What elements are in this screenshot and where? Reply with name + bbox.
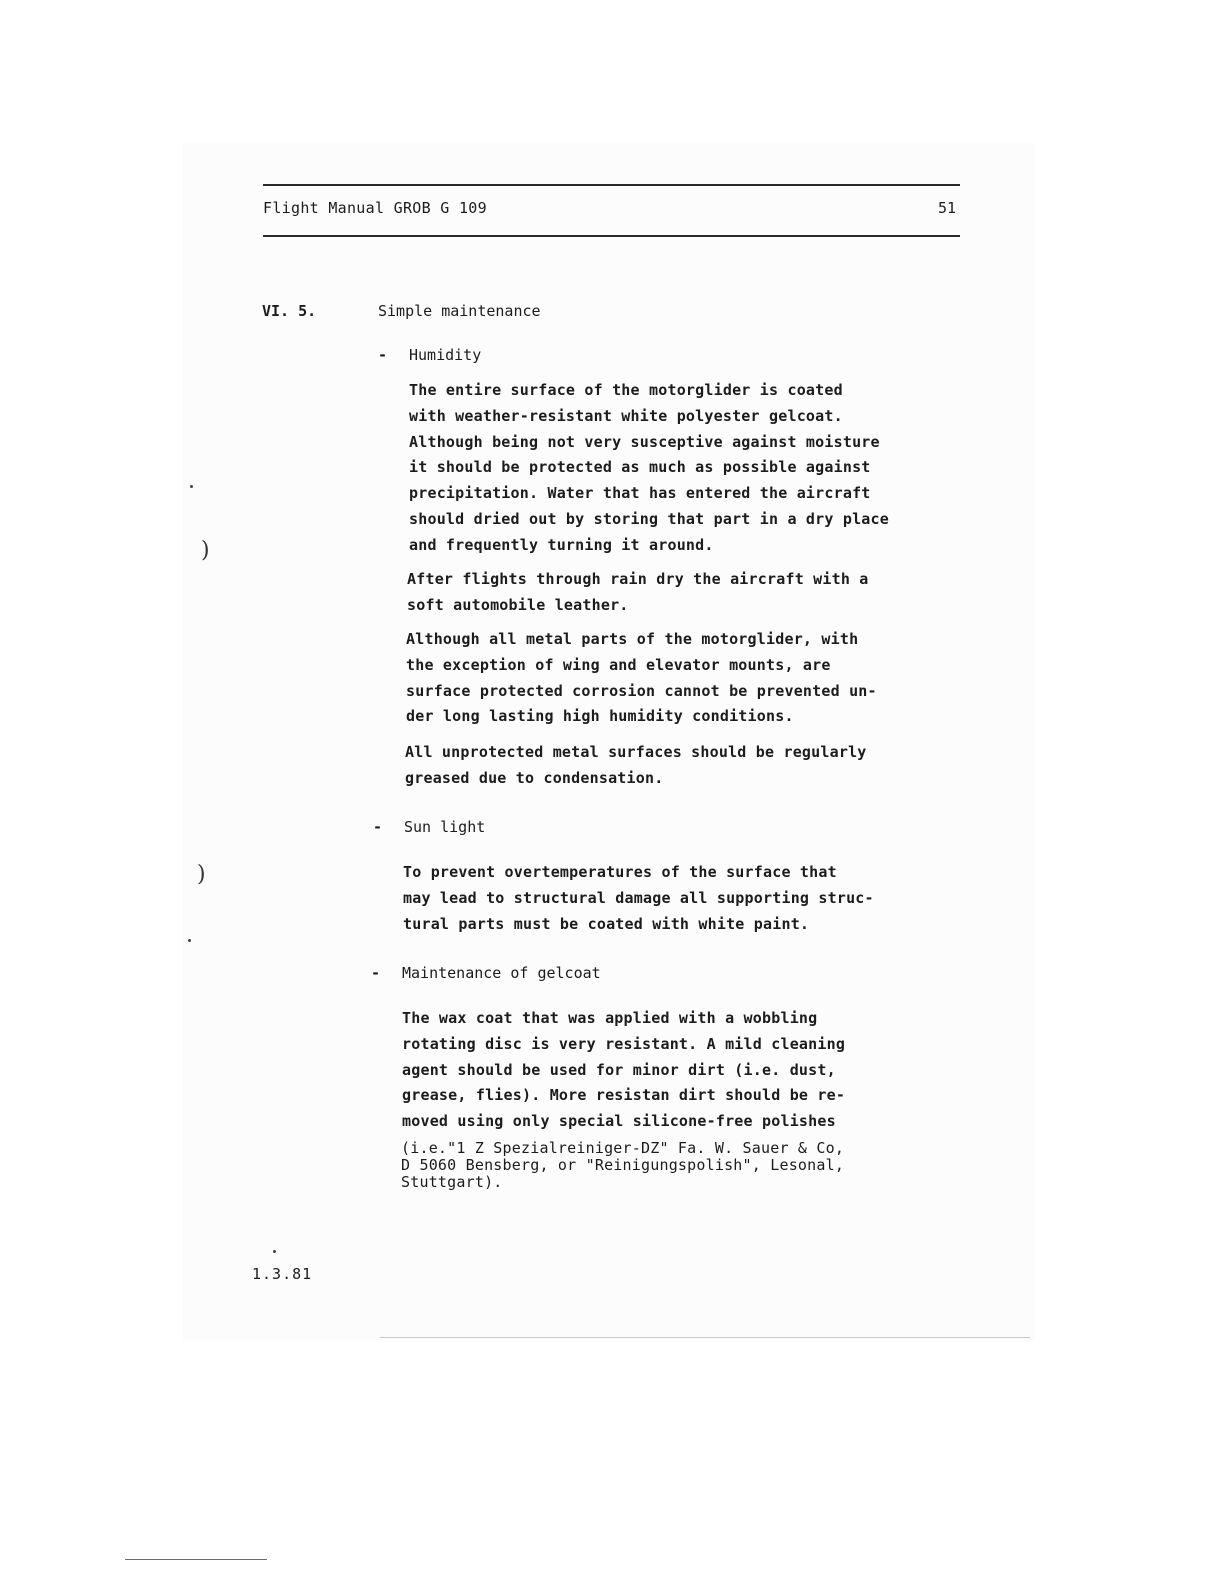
link-underline	[125, 1559, 267, 1560]
revision-date: 1.3.81	[252, 1265, 313, 1283]
scan-speck	[188, 939, 191, 942]
text-line: grease, flies). More resistan dirt should be re-	[402, 1086, 846, 1105]
binder-hole-mark: )	[201, 538, 210, 563]
text-line: the exception of wing and elevator mounts, are	[406, 655, 831, 674]
text-line: Although all metal parts of the motorglider, with	[406, 630, 859, 648]
text-line: tural parts must be coated with white paint.	[403, 914, 810, 933]
text-line: (i.e."1 Z Spezialreiniger-DZ" Fa. W. Sauer & Co,	[401, 1139, 845, 1157]
scan-speck	[190, 485, 193, 488]
text-line: The wax coat that was applied with a wobbling	[402, 1009, 818, 1027]
text-line: with weather-resistant white polyester gelcoat.	[409, 406, 843, 425]
header-title: Flight Manual GROB G 109	[263, 199, 487, 217]
paragraph-gelcoat-1	[402, 1006, 845, 1135]
header-rule-top	[263, 184, 960, 186]
text-line: Although being not very susceptive against moisture	[409, 432, 880, 451]
section-title: Simple maintenance	[378, 302, 541, 320]
text-line: After flights through rain dry the aircraft with a	[407, 570, 869, 588]
paragraph-humidity-4	[405, 740, 867, 792]
subheading-sun-light: Sun light	[404, 818, 486, 836]
text-line: should dried out by storing that part in a dry place	[409, 509, 889, 528]
text-line: rotating disc is very resistant. A mild cleaning	[402, 1034, 846, 1053]
binder-hole-mark: )	[197, 862, 206, 887]
text-line: agent should be used for minor dirt (i.e. dust,	[402, 1060, 836, 1079]
paragraph-gelcoat-2	[401, 1140, 844, 1191]
header-rule-bottom	[263, 235, 960, 237]
text-line: To prevent overtemperatures of the surface that	[403, 863, 837, 881]
section-number: VI. 5.	[262, 302, 317, 320]
paragraph-humidity-3	[406, 627, 877, 730]
bullet-sun-light: -	[373, 818, 383, 836]
paragraph-humidity-1	[409, 378, 889, 559]
text-line: surface protected corrosion cannot be prevented un-	[406, 681, 877, 700]
text-line: precipitation. Water that has entered the aircraft	[409, 484, 871, 503]
text-line: and frequently turning it around.	[409, 535, 714, 554]
text-line: D 5060 Bensberg, or "Reinigungspolish", Lesonal,	[401, 1156, 845, 1174]
text-line: Stuttgart).	[401, 1173, 503, 1191]
bullet-gelcoat: -	[371, 964, 381, 982]
paragraph-sun-light	[403, 860, 874, 937]
text-line: greased due to condensation.	[405, 768, 664, 787]
text-line: All unprotected metal surfaces should be regularly	[405, 743, 867, 761]
text-line: may lead to structural damage all supporting struc-	[403, 888, 874, 907]
subheading-humidity: Humidity	[409, 346, 482, 364]
scan-speck	[273, 1250, 276, 1253]
text-line: soft automobile leather.	[407, 595, 629, 614]
text-line: it should be protected as much as possible against	[409, 458, 871, 477]
scan-edge-line	[380, 1337, 1030, 1338]
subheading-gelcoat: Maintenance of gelcoat	[402, 964, 601, 982]
page-number: 51	[938, 199, 957, 217]
text-line: moved using only special silicone-free polishes	[402, 1112, 836, 1131]
text-line: The entire surface of the motorglider is coated	[409, 381, 843, 399]
text-line: der long lasting high humidity conditions.	[406, 707, 794, 726]
paragraph-humidity-2	[407, 567, 869, 619]
bullet-humidity: -	[378, 346, 388, 364]
